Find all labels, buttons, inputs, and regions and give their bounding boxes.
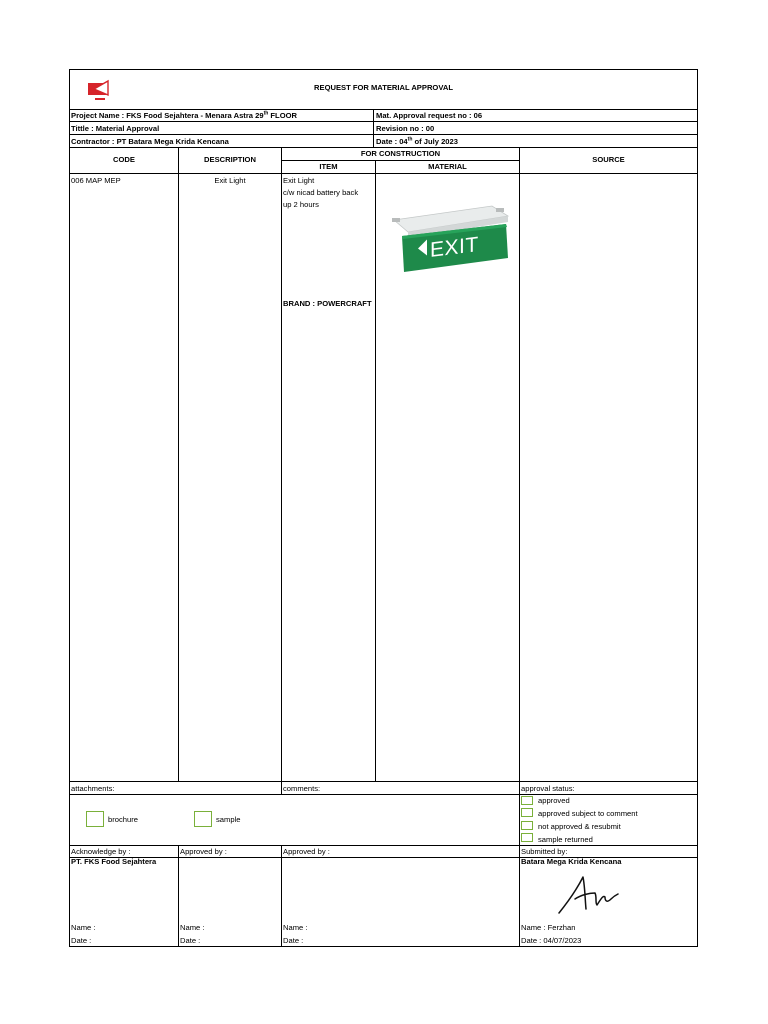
title-field: Tittle : Material Approval: [71, 124, 160, 133]
hline-project: [69, 121, 698, 122]
row-item-line2: c/w nicad battery back: [283, 188, 359, 197]
row-brand: BRAND : POWERCRAFT: [283, 299, 372, 308]
exit-sign-arrow-icon: [418, 239, 427, 256]
frame-bottom: [69, 946, 698, 947]
frame-left: [69, 69, 70, 947]
approved-by-label-1: Approved by :: [180, 847, 227, 856]
col-source: SOURCE: [592, 155, 625, 164]
col-item: ITEM: [319, 162, 338, 171]
approved-by-label-2: Approved by :: [283, 847, 330, 856]
vline-footer-1: [281, 781, 282, 795]
frame-top: [69, 69, 698, 70]
vline-info-split: [373, 109, 374, 148]
form-title: REQUEST FOR MATERIAL APPROVAL: [314, 83, 453, 92]
status-approved-label: approved: [538, 796, 570, 805]
status-approved-comment-checkbox[interactable]: [521, 808, 533, 817]
signature-image: [555, 873, 621, 915]
acknowledge-company: PT. FKS Food Sejahtera: [71, 857, 157, 866]
row-code: 006 MAP MEP: [71, 176, 121, 185]
vline-source: [519, 147, 520, 782]
submit-date: Date : 04/07/2023: [521, 936, 582, 945]
name-label-1: Name :: [71, 923, 96, 932]
submitted-company: Batara Mega Krida Kencana: [521, 857, 622, 866]
status-sample-returned-checkbox[interactable]: [521, 833, 533, 842]
approval-status-label: approval status:: [521, 784, 575, 793]
col-for-construction: FOR CONSTRUCTION: [360, 149, 441, 158]
date-label-2: Date :: [180, 936, 201, 945]
vline-footer-2: [519, 781, 520, 946]
hline-body-bottom: [69, 781, 698, 782]
hline-title: [69, 134, 698, 135]
hline-ack: [69, 845, 698, 846]
hline-contractor: [69, 147, 698, 148]
status-sample-returned-label: sample returned: [538, 835, 593, 844]
sample-label: sample: [216, 815, 241, 824]
status-not-approved-checkbox[interactable]: [521, 821, 533, 830]
exit-sign-text: EXIT: [430, 233, 479, 262]
col-description: DESCRIPTION: [204, 155, 256, 164]
vline-code: [178, 147, 179, 782]
submitted-by-label: Submitted by:: [521, 847, 568, 856]
request-date: Date : 04th of July 2023: [376, 136, 458, 146]
comments-label: comments:: [283, 784, 321, 793]
row-description: Exit Light: [214, 176, 246, 185]
request-no: Mat. Approval request no : 06: [376, 111, 483, 120]
brochure-checkbox[interactable]: [86, 811, 104, 827]
status-approved-checkbox[interactable]: [521, 796, 533, 805]
col-code: CODE: [113, 155, 135, 164]
status-not-approved-label: not approved & resubmit: [538, 822, 621, 831]
row-item-line1: Exit Light: [283, 176, 315, 185]
project-name: Project Name : FKS Food Sejahtera - Menara Astra 29th FLOOR: [71, 110, 297, 120]
frame-right: [697, 69, 698, 947]
revision-no: Revision no : 00: [376, 124, 435, 133]
submitter-name: Name : Ferzhan: [521, 923, 576, 932]
vline-desc: [281, 147, 282, 782]
sample-checkbox[interactable]: [194, 811, 212, 827]
name-label-3: Name :: [283, 923, 308, 932]
vline-footer-3: [281, 845, 282, 946]
date-label-1: Date :: [71, 936, 92, 945]
hline-header: [69, 109, 698, 110]
row-item-line3: up 2 hours: [283, 200, 319, 209]
hline-attach: [69, 794, 698, 795]
vline-footer-4: [178, 845, 179, 946]
col-material: MATERIAL: [428, 162, 467, 171]
brochure-label: brochure: [108, 815, 138, 824]
attachments-label: attachments:: [71, 784, 115, 793]
contractor-field: Contractor : PT Batara Mega Krida Kencana: [71, 137, 229, 146]
name-label-2: Name :: [180, 923, 205, 932]
exit-light-image: [388, 200, 514, 274]
status-approved-comment-label: approved subject to comment: [538, 809, 638, 818]
date-label-3: Date :: [283, 936, 304, 945]
hline-colheaders: [69, 173, 698, 174]
acknowledge-by-label: Acknowledge by :: [71, 847, 131, 856]
hline-forconstruction: [281, 160, 520, 161]
vline-item: [375, 160, 376, 782]
